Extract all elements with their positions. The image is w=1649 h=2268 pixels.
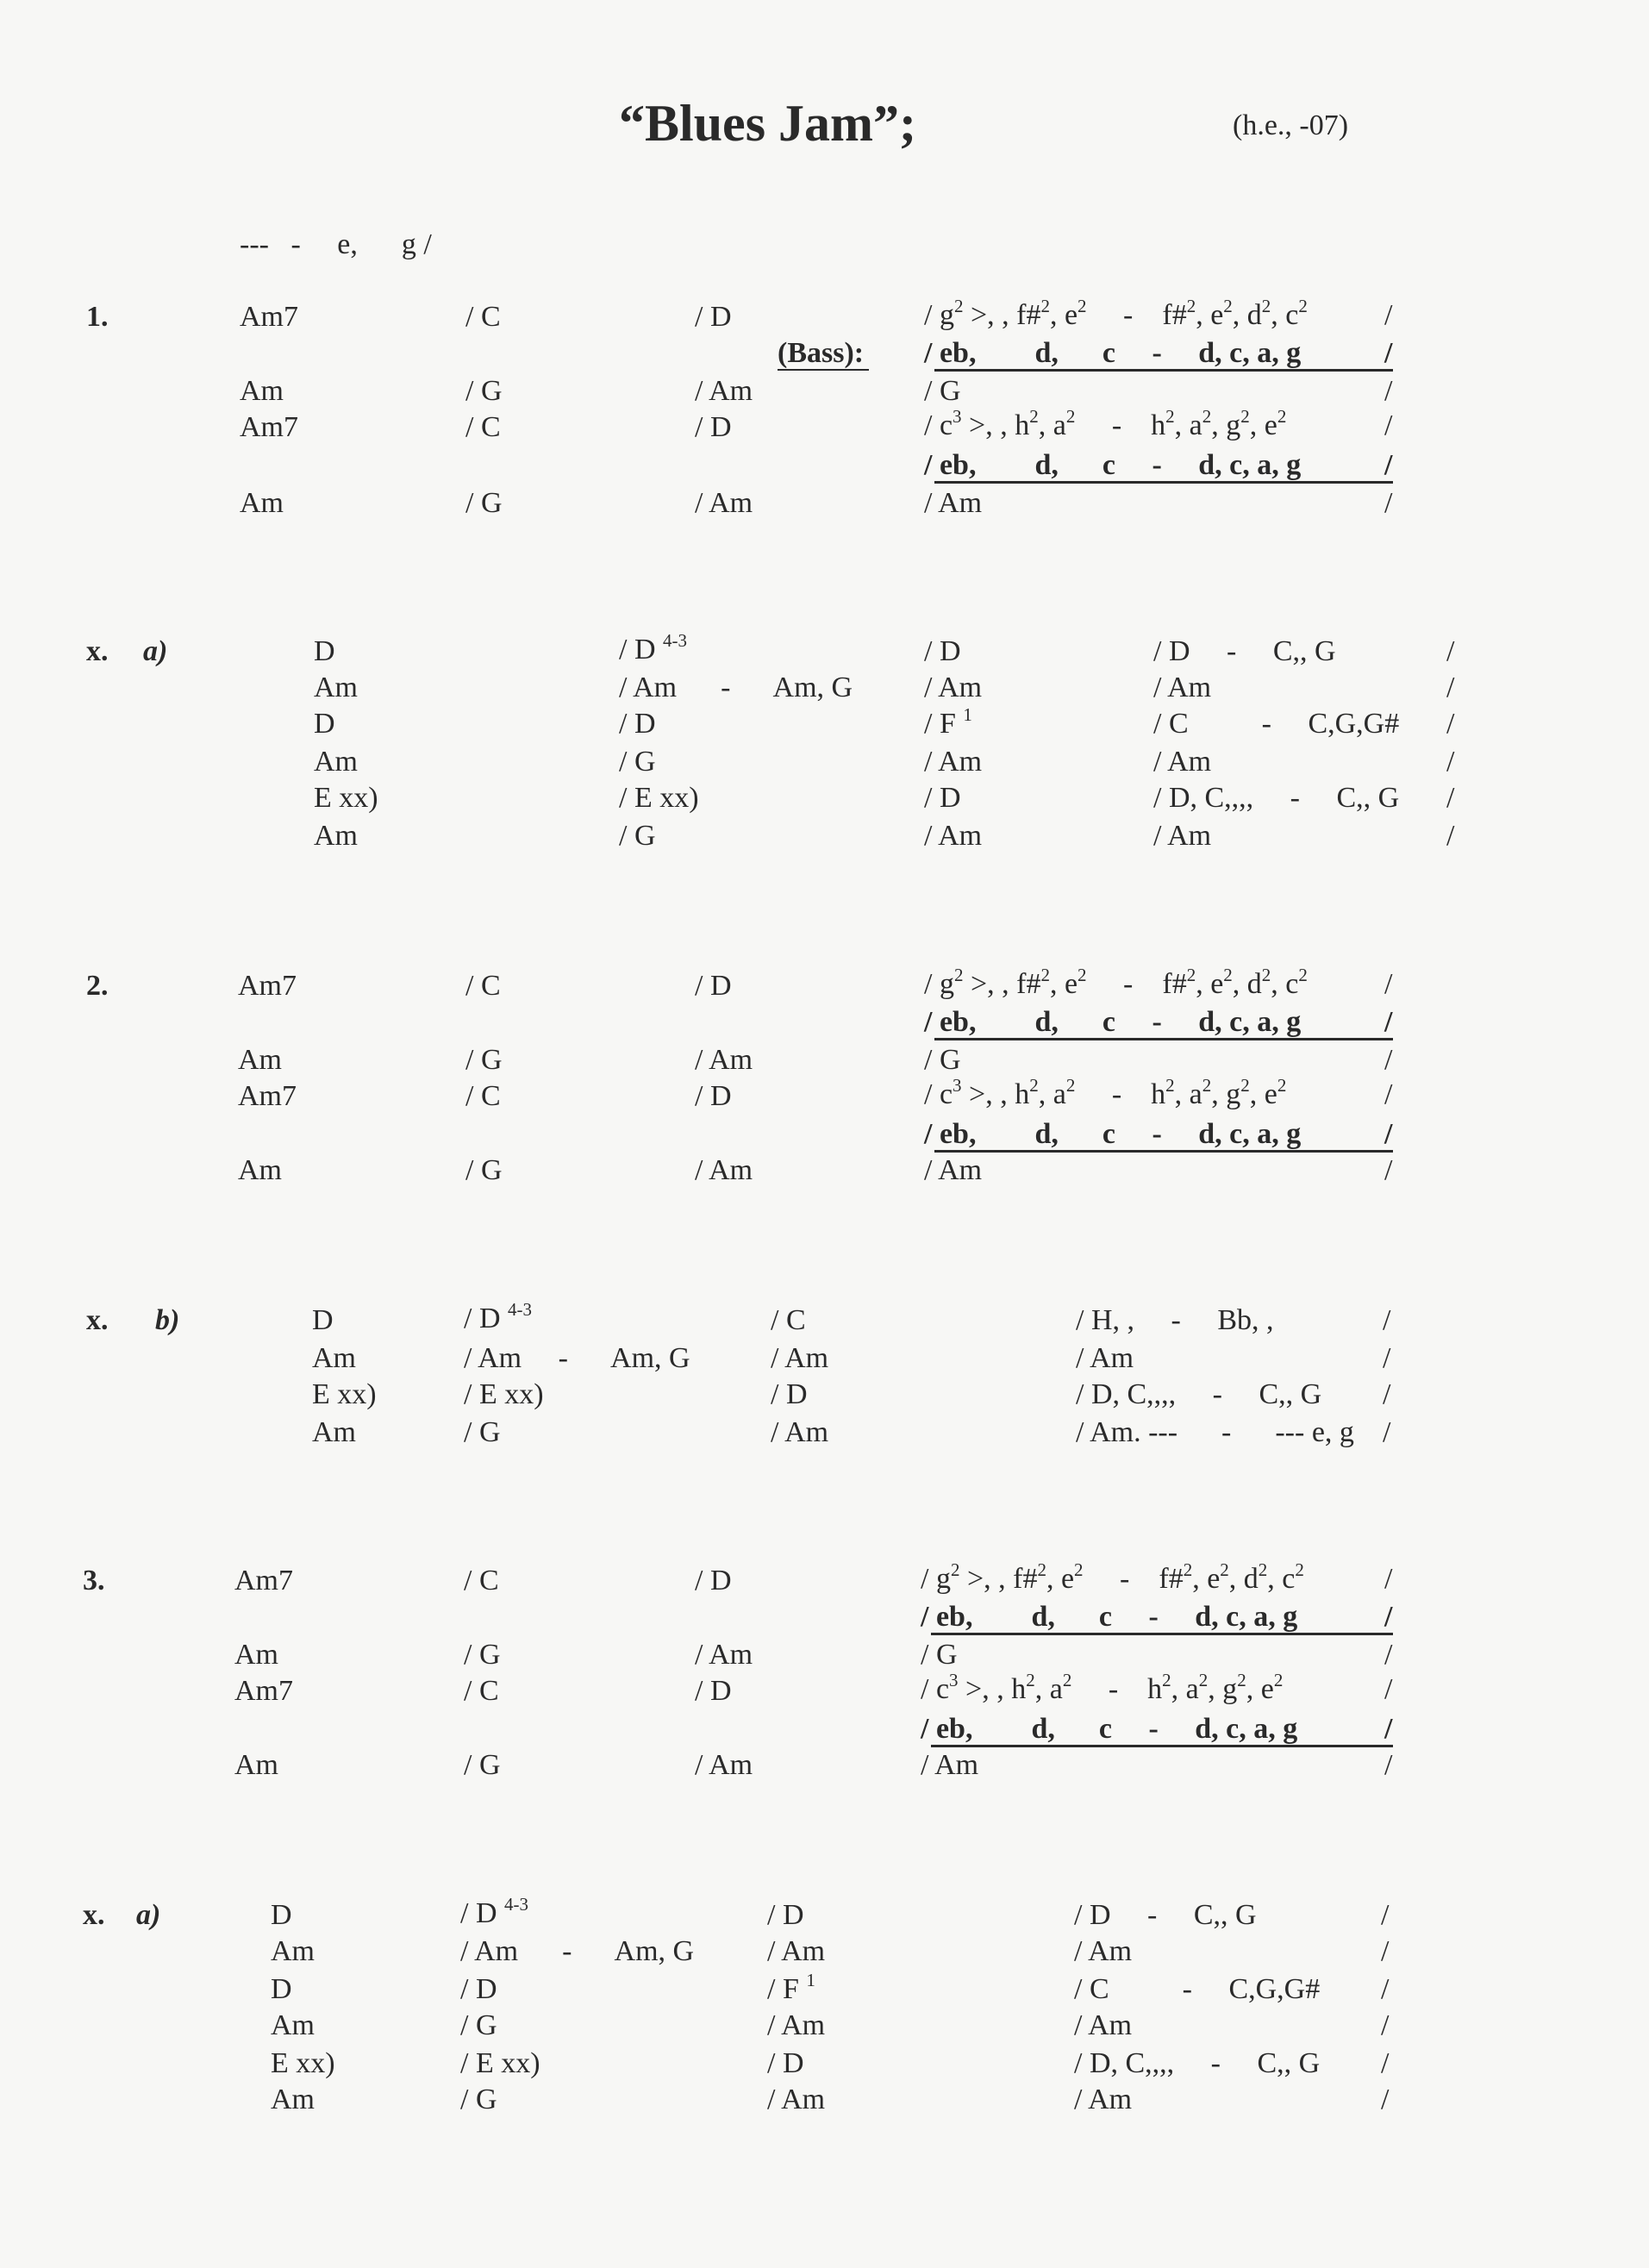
bass-line: / eb, d, c - d, c, a, g [924, 1118, 1302, 1150]
chord: / Am [924, 487, 983, 519]
bar-line: / [1384, 1749, 1393, 1781]
chord: / G [465, 375, 503, 407]
chord: / G [619, 820, 656, 852]
interlude-label: x. [86, 635, 109, 667]
bar-line: / [1384, 1639, 1393, 1671]
chord: / Am [695, 375, 753, 407]
bar-line: / [1384, 1118, 1393, 1150]
chord: / Am [921, 1749, 979, 1781]
chord: / C [464, 1675, 499, 1707]
chord: / Am [1074, 2084, 1133, 2115]
chord: / D [695, 970, 732, 1002]
bass-underline [934, 1150, 1393, 1153]
chord: / D [460, 1973, 497, 2005]
chord: / D, C,,,, - C,, G [1074, 2047, 1321, 2079]
bar-line: / [1384, 449, 1393, 481]
chord: / C [465, 970, 501, 1002]
chord: / G [465, 1154, 503, 1186]
chord: Am [314, 672, 358, 703]
bar-line: / [1383, 1416, 1391, 1448]
bar-line: / [1383, 1378, 1391, 1410]
chord: / Am [695, 487, 753, 519]
chord: / E xx) [460, 2047, 540, 2079]
interlude-label: x. [83, 1899, 105, 1931]
chord: / E xx) [464, 1378, 544, 1410]
bass-line: / eb, d, c - d, c, a, g [924, 1006, 1302, 1038]
chord: / Am [767, 2084, 826, 2115]
chord: / G [921, 1639, 958, 1671]
chord: / D $^{4-3}$ [619, 630, 687, 665]
chord: / F $^1$ [924, 704, 972, 740]
chord: D [271, 1899, 292, 1931]
chord: / Am [1153, 746, 1212, 778]
bar-line: / [1384, 1713, 1393, 1745]
bar-line: / [1384, 1006, 1393, 1038]
chord: / Am [1074, 1935, 1133, 1967]
bass-line: / eb, d, c - d, c, a, g [921, 1601, 1298, 1633]
chord: Am [238, 1044, 282, 1076]
chord: / C [465, 1080, 501, 1112]
bass-underline [934, 481, 1393, 484]
chord: D [312, 1304, 334, 1336]
bar-line: / [1446, 635, 1455, 667]
bar-line: / [1384, 1601, 1393, 1633]
chord: / G [619, 746, 656, 778]
chord: Am7 [240, 411, 298, 443]
chord: / Am [771, 1416, 829, 1448]
bass-label-underline [778, 369, 869, 371]
bar-line: / [1384, 1044, 1393, 1076]
chord: / Am [695, 1044, 753, 1076]
bar-line: / [1446, 746, 1455, 778]
bar-line: / [1384, 299, 1393, 331]
bar-line: / [1446, 782, 1455, 814]
bass-underline [931, 1633, 1393, 1635]
interlude-sub: a) [136, 1899, 161, 1931]
chord: / G [924, 1044, 961, 1076]
chord: D [271, 1973, 292, 2005]
date-note: (h.e., -07) [1233, 109, 1349, 141]
chord: / G [465, 487, 503, 519]
chord: Am7 [234, 1675, 293, 1707]
bar-line: / [1384, 337, 1393, 369]
interlude-label: x. [86, 1304, 109, 1336]
page-title: “Blues Jam”; [619, 95, 916, 152]
section-1-label: 1. [86, 301, 109, 333]
chord: Am7 [238, 1080, 297, 1112]
intro-line: --- - e, g / [240, 228, 432, 260]
chord: / D [695, 301, 732, 333]
melody-line-c: / $c^3$ >, , $h^2$, $a^2$ - $h^2$, $a^2$, $g^2$, $e^2$ [924, 406, 1287, 441]
bass-underline [934, 369, 1393, 372]
chord: / H, , - Bb, , [1076, 1304, 1274, 1336]
bass-line: / eb, d, c - d, c, a, g [924, 449, 1302, 481]
bar-line: / [1383, 1304, 1391, 1336]
chord: / D [924, 635, 961, 667]
bass-label: (Bass): [778, 337, 865, 369]
chord: Am [271, 2009, 315, 2041]
melody-line-c: / $c^3$ >, , $h^2$, $a^2$ - $h^2$, $a^2$, $g^2$, $e^2$ [924, 1075, 1287, 1110]
chord: / C [464, 1565, 499, 1596]
bass-underline [934, 1038, 1393, 1040]
chord: / Am [1153, 672, 1212, 703]
chord: / C - C,G,G# [1074, 1973, 1321, 2005]
bar-line: / [1381, 1935, 1390, 1967]
section-2-label: 2. [86, 970, 109, 1002]
chord: / Am [767, 2009, 826, 2041]
chord: E xx) [314, 782, 378, 814]
bar-line: / [1381, 2084, 1390, 2115]
bar-line: / [1446, 672, 1455, 703]
chord: / D [695, 411, 732, 443]
chord: Am [314, 746, 358, 778]
chord: / Am [1074, 2009, 1133, 2041]
bass-underline [931, 1745, 1393, 1747]
chord: / Am [695, 1749, 753, 1781]
chord: / D [619, 708, 656, 740]
chord: / Am [1076, 1342, 1134, 1374]
chord: / Am [924, 672, 983, 703]
chord: / C [771, 1304, 806, 1336]
chord: E xx) [312, 1378, 377, 1410]
chord: / Am [771, 1342, 829, 1374]
bass-line: / eb, d, c - d, c, a, g [921, 1713, 1298, 1745]
melody-line-g: / $g^2$ >, , f#$^2$, $e^2$ - f#$^2$, $e^2$, $d^2$, $c^2$ [924, 296, 1308, 331]
chord: Am [240, 487, 284, 519]
chord: Am [240, 375, 284, 407]
bar-line: / [1381, 1899, 1390, 1931]
bar-line: / [1381, 2009, 1390, 2041]
chord: / G [460, 2084, 497, 2115]
bar-line: / [1446, 820, 1455, 852]
chord: / Am - Am, G [464, 1342, 690, 1374]
chord: / Am. --- - --- e, g [1076, 1416, 1354, 1448]
chord: / Am - Am, G [460, 1935, 695, 1967]
melody-line-g: / $g^2$ >, , f#$^2$, $e^2$ - f#$^2$, $e^2$, $d^2$, $c^2$ [924, 965, 1308, 1000]
melody-line-g: / $g^2$ >, , f#$^2$, $e^2$ - f#$^2$, $e^2$, $d^2$, $c^2$ [921, 1559, 1304, 1595]
chord: / G [464, 1749, 501, 1781]
chord: Am [234, 1639, 278, 1671]
bar-line: / [1384, 487, 1393, 519]
chord: Am [271, 2084, 315, 2115]
chord: / D [695, 1080, 732, 1112]
chord: Am [271, 1935, 315, 1967]
chord: Am [234, 1749, 278, 1781]
chord: / D $^{4-3}$ [464, 1299, 532, 1334]
chord: / D, C,,,, - C,, G [1153, 782, 1400, 814]
chord: Am7 [238, 970, 297, 1002]
chord: / D [771, 1378, 808, 1410]
chord: / D [695, 1565, 732, 1596]
interlude-sub: a) [143, 635, 168, 667]
chord: Am [312, 1342, 356, 1374]
note: / g [924, 299, 954, 331]
chord: D [314, 635, 335, 667]
chord: / C - C,G,G# [1153, 708, 1400, 740]
chord: / C [465, 301, 501, 333]
interlude-sub: b) [155, 1304, 180, 1336]
chord: / Am [767, 1935, 826, 1967]
chord: / Am [924, 820, 983, 852]
chord: Am [238, 1154, 282, 1186]
melody-line-c: / $c^3$ >, , $h^2$, $a^2$ - $h^2$, $a^2$, $g^2$, $e^2$ [921, 1670, 1284, 1705]
chord: / D [924, 782, 961, 814]
chord: / D [767, 1899, 804, 1931]
chord: / Am [924, 1154, 983, 1186]
chord: / D $^{4-3}$ [460, 1894, 528, 1929]
bar-line: / [1446, 708, 1455, 740]
chord: / D [695, 1675, 732, 1707]
chord: / Am [1153, 820, 1212, 852]
chord: / C [465, 411, 501, 443]
bar-line: / [1383, 1342, 1391, 1374]
bar-line: / [1384, 409, 1393, 441]
chord: / F $^1$ [767, 1970, 815, 2005]
bar-line: / [1384, 375, 1393, 407]
chord: / D - C,, G [1074, 1899, 1257, 1931]
chord: / G [465, 1044, 503, 1076]
chord: / G [924, 375, 961, 407]
chord: / Am [695, 1154, 753, 1186]
chord: / E xx) [619, 782, 699, 814]
bar-line: / [1384, 1154, 1393, 1186]
chord: / D, C,,,, - C,, G [1076, 1378, 1322, 1410]
chord: Am [314, 820, 358, 852]
chord: E xx) [271, 2047, 335, 2079]
chord: / D [767, 2047, 804, 2079]
chord: / G [464, 1639, 501, 1671]
section-3-label: 3. [83, 1565, 105, 1596]
chord: Am [312, 1416, 356, 1448]
chord: / G [464, 1416, 501, 1448]
chord: / G [460, 2009, 497, 2041]
bar-line: / [1384, 1673, 1393, 1705]
chord: Am7 [234, 1565, 293, 1596]
bar-line: / [1384, 968, 1393, 1000]
bass-line: / eb, d, c - d, c, a, g [924, 337, 1302, 369]
chord: D [314, 708, 335, 740]
chord: Am7 [240, 301, 298, 333]
chord: / Am - Am, G [619, 672, 853, 703]
bar-line: / [1384, 1078, 1393, 1110]
bar-line: / [1384, 1563, 1393, 1595]
chord: / Am [695, 1639, 753, 1671]
bar-line: / [1381, 2047, 1390, 2079]
bar-line: / [1381, 1973, 1390, 2005]
chord: / Am [924, 746, 983, 778]
chord: / D - C,, G [1153, 635, 1336, 667]
